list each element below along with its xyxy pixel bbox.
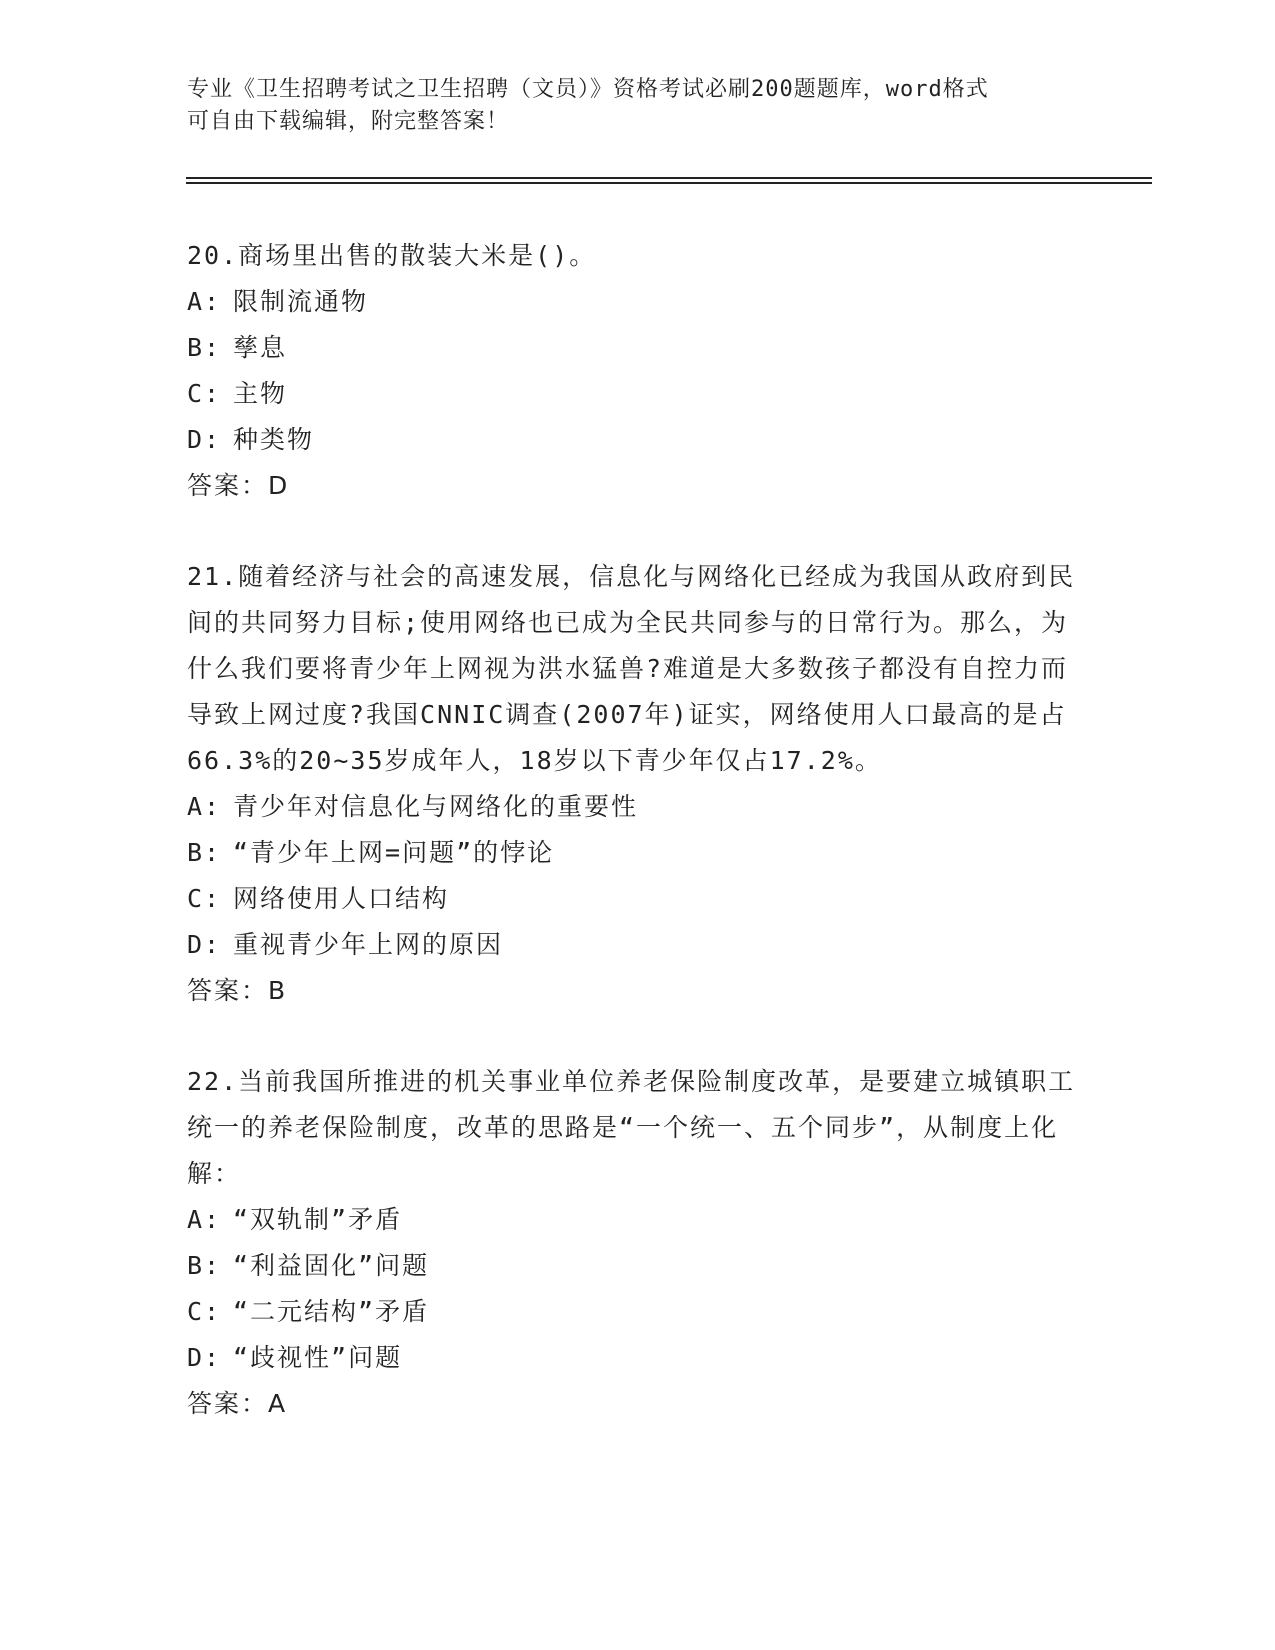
question-stem: 21.随着经济与社会的高速发展，信息化与网络化已经成为我国从政府到民间的共同努力目标;使用网络也已成为全民共同参与的日常行为。那么，为什么我们要将青少年上网视为洪水猛兽?难道是大多数孩子都没有自控力而导致上网过度?我国CNNIC调查(2007年)证实，网络使用人口最高的是占66.3%的20~35岁成年人，18岁以下青少年仅占17.2%。 [187, 562, 1076, 775]
option-text: 主物 [233, 379, 288, 408]
option-letter: D: [187, 930, 222, 959]
document-header [187, 74, 1087, 138]
option-letter: C: [187, 379, 222, 408]
option-text: 种类物 [233, 425, 315, 454]
question-list [187, 233, 1087, 1472]
option-text: “青少年上网=问题”的悖论 [233, 838, 555, 867]
option-a [187, 784, 1087, 830]
option-text: 孳息 [233, 333, 288, 362]
option-b [187, 830, 1087, 876]
question-21 [187, 554, 1087, 1014]
option-text: “双轨制”矛盾 [233, 1205, 403, 1234]
header-line-1: 专业《卫生招聘考试之卫生招聘（文员）》资格考试必刷200题题库，word格式 [187, 77, 989, 102]
option-text: 青少年对信息化与网络化的重要性 [233, 792, 639, 821]
option-letter: B: [187, 333, 222, 362]
option-letter: B: [187, 838, 222, 867]
option-letter: A: [187, 792, 222, 821]
question-20 [187, 233, 1087, 509]
answer-line: 答案：B [187, 976, 288, 1005]
option-text: 限制流通物 [233, 287, 369, 316]
option-c [187, 1289, 1087, 1335]
option-letter: B: [187, 1251, 222, 1280]
option-a [187, 279, 1087, 325]
option-d [187, 922, 1087, 968]
option-c [187, 371, 1087, 417]
option-letter: C: [187, 1297, 222, 1326]
option-text: “二元结构”矛盾 [233, 1297, 430, 1326]
header-divider-bottom [186, 182, 1152, 184]
answer-line: 答案：D [187, 471, 290, 500]
question-stem: 22.当前我国所推进的机关事业单位养老保险制度改革，是要建立城镇职工统一的养老保险制度，改革的思路是“一个统一、五个同步”，从制度上化解： [187, 1067, 1076, 1188]
question-stem: 20.商场里出售的散装大米是()。 [187, 241, 597, 270]
option-a [187, 1197, 1087, 1243]
option-b [187, 325, 1087, 371]
option-d [187, 1335, 1087, 1381]
option-text: “利益固化”问题 [233, 1251, 430, 1280]
option-d [187, 417, 1087, 463]
option-text: 重视青少年上网的原因 [233, 930, 504, 959]
option-letter: A: [187, 1205, 222, 1234]
answer-line: 答案：A [187, 1389, 288, 1418]
option-letter: C: [187, 884, 222, 913]
question-22 [187, 1059, 1087, 1427]
header-line-2: 可自由下载编辑，附完整答案！ [187, 109, 510, 134]
option-text: 网络使用人口结构 [233, 884, 450, 913]
header-divider-top [186, 177, 1152, 179]
option-letter: D: [187, 425, 222, 454]
option-text: “歧视性”问题 [233, 1343, 403, 1372]
option-c [187, 876, 1087, 922]
option-letter: D: [187, 1343, 222, 1372]
option-letter: A: [187, 287, 222, 316]
option-b [187, 1243, 1087, 1289]
